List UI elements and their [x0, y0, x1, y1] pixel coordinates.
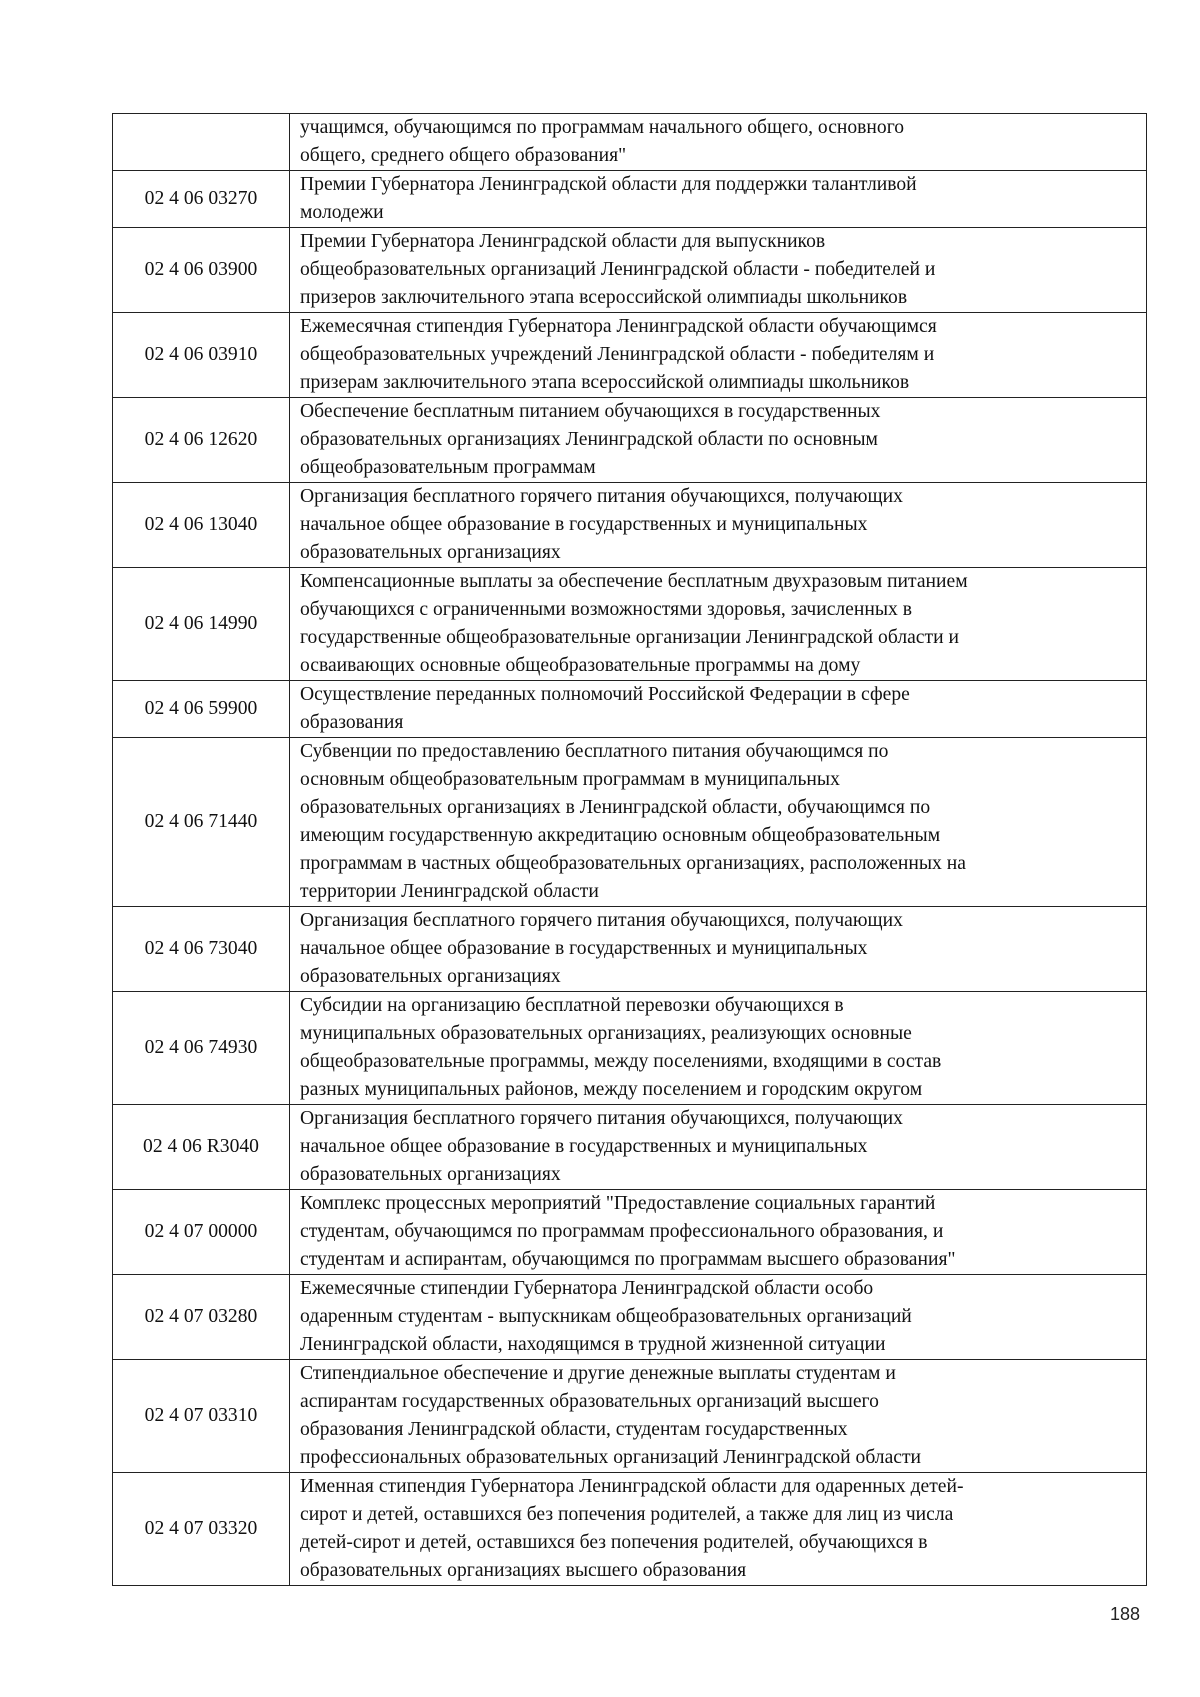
- code-cell: 02 4 06 59900: [113, 681, 290, 738]
- code-cell: 02 4 07 03320: [113, 1473, 290, 1586]
- table-row: [113, 114, 1147, 171]
- description-cell: [290, 738, 1147, 907]
- description-line: призеров заключительного этапа всероссийской олимпиады школьников: [300, 287, 908, 308]
- table-row: [113, 1105, 1147, 1190]
- description-line: общеобразовательных учреждений Ленинградской области - победителям и: [300, 344, 935, 365]
- table-row: [113, 681, 1147, 738]
- description-line: Субсидии на организацию бесплатной перевозки обучающихся в: [300, 995, 844, 1016]
- page-number: 188: [1110, 1604, 1141, 1624]
- table-row: [113, 171, 1147, 228]
- description-cell: [290, 483, 1147, 568]
- table-row: [113, 1190, 1147, 1275]
- description-line: молодежи: [300, 202, 384, 223]
- table-body: [113, 114, 1147, 1586]
- description-line: образовательных организациях Ленинградской области по основным: [300, 429, 878, 450]
- description-line: образовательных организациях: [300, 1164, 561, 1185]
- description-line: образовательных организациях: [300, 966, 561, 987]
- description-line: образовательных организациях: [300, 542, 561, 563]
- description-cell: [290, 313, 1147, 398]
- description-cell: [290, 171, 1147, 228]
- description-line: Организация бесплатного горячего питания обучающихся, получающих: [300, 910, 903, 931]
- description-line: осваивающих основные общеобразовательные программы на дому: [300, 655, 861, 676]
- code-cell: 02 4 06 R3040: [113, 1105, 290, 1190]
- description-line: образования: [300, 712, 404, 733]
- description-line: Организация бесплатного горячего питания обучающихся, получающих: [300, 486, 903, 507]
- description-line: Ленинградской области, находящимся в трудной жизненной ситуации: [300, 1334, 886, 1355]
- description-line: Организация бесплатного горячего питания обучающихся, получающих: [300, 1108, 903, 1129]
- description-line: Обеспечение бесплатным питанием обучающихся в государственных: [300, 401, 881, 422]
- table-row: [113, 313, 1147, 398]
- description-line: детей-сирот и детей, оставшихся без попечения родителей, обучающихся в: [300, 1532, 928, 1553]
- table-row: [113, 398, 1147, 483]
- description-line: Субвенции по предоставлению бесплатного питания обучающимся по: [300, 741, 889, 762]
- description-line: программам в частных общеобразовательных организациях, расположенных на: [300, 853, 966, 874]
- description-cell: [290, 228, 1147, 313]
- description-cell: [290, 568, 1147, 681]
- budget-classification-table: [112, 113, 1147, 1586]
- description-line: образования Ленинградской области, студентам государственных: [300, 1419, 848, 1440]
- code-cell: [113, 114, 290, 171]
- code-cell: 02 4 07 03280: [113, 1275, 290, 1360]
- description-line: разных муниципальных районов, между поселением и городским округом: [300, 1079, 923, 1100]
- table-row: [113, 568, 1147, 681]
- description-line: начальное общее образование в государственных и муниципальных: [300, 514, 868, 535]
- code-cell: 02 4 07 00000: [113, 1190, 290, 1275]
- description-line: общеобразовательные программы, между поселениями, входящими в состав: [300, 1051, 942, 1072]
- description-line: общеобразовательных организаций Ленинградской области - победителей и: [300, 259, 936, 280]
- table-row: [113, 907, 1147, 992]
- description-line: одаренным студентам - выпускникам общеобразовательных организаций: [300, 1306, 912, 1327]
- description-line: Премии Губернатора Ленинградской области для поддержки талантливой: [300, 174, 917, 195]
- description-line: аспирантам государственных образовательных организаций высшего: [300, 1391, 879, 1412]
- description-line: призерам заключительного этапа всероссийской олимпиады школьников: [300, 372, 910, 393]
- table-row: [113, 1275, 1147, 1360]
- description-line: основным общеобразовательным программам в муниципальных: [300, 769, 840, 790]
- table-row: [113, 1360, 1147, 1473]
- description-line: общеобразовательным программам: [300, 457, 596, 478]
- description-line: образовательных организациях высшего образования: [300, 1560, 747, 1581]
- description-line: муниципальных образовательных организациях, реализующих основные: [300, 1023, 912, 1044]
- description-line: территории Ленинградской области: [300, 881, 599, 902]
- description-line: образовательных организациях в Ленинградской области, обучающимся по: [300, 797, 931, 818]
- description-cell: [290, 992, 1147, 1105]
- table-row: [113, 228, 1147, 313]
- description-cell: [290, 1275, 1147, 1360]
- description-line: Премии Губернатора Ленинградской области для выпускников: [300, 231, 826, 252]
- description-line: Ежемесячная стипендия Губернатора Ленинградской области обучающимся: [300, 316, 937, 337]
- description-cell: [290, 114, 1147, 171]
- description-line: студентам, обучающимся по программам профессионального образования, и: [300, 1221, 944, 1242]
- code-cell: 02 4 06 71440: [113, 738, 290, 907]
- table-row: [113, 1473, 1147, 1586]
- description-line: Ежемесячные стипендии Губернатора Ленинградской области особо: [300, 1278, 874, 1299]
- description-cell: [290, 1105, 1147, 1190]
- description-line: сирот и детей, оставшихся без попечения родителей, а также для лиц из числа: [300, 1504, 954, 1525]
- description-line: имеющим государственную аккредитацию основным общеобразовательным: [300, 825, 941, 846]
- description-line: начальное общее образование в государственных и муниципальных: [300, 1136, 868, 1157]
- description-line: Стипендиальное обеспечение и другие денежные выплаты студентам и: [300, 1363, 896, 1384]
- code-cell: 02 4 06 73040: [113, 907, 290, 992]
- description-line: Именная стипендия Губернатора Ленинградской области для одаренных детей-: [300, 1476, 964, 1497]
- table-row: [113, 738, 1147, 907]
- description-cell: [290, 1473, 1147, 1586]
- description-cell: [290, 1190, 1147, 1275]
- description-cell: [290, 1360, 1147, 1473]
- description-line: начальное общее образование в государственных и муниципальных: [300, 938, 868, 959]
- description-cell: [290, 907, 1147, 992]
- description-line: обучающихся с ограниченными возможностями здоровья, зачисленных в: [300, 599, 912, 620]
- description-line: Компенсационные выплаты за обеспечение бесплатным двухразовым питанием: [300, 571, 968, 592]
- description-cell: [290, 398, 1147, 483]
- code-cell: 02 4 06 12620: [113, 398, 290, 483]
- code-cell: 02 4 06 74930: [113, 992, 290, 1105]
- description-line: общего, среднего общего образования": [300, 145, 627, 166]
- table-row: [113, 992, 1147, 1105]
- code-cell: 02 4 06 03900: [113, 228, 290, 313]
- code-cell: 02 4 06 14990: [113, 568, 290, 681]
- description-line: учащимся, обучающимся по программам начального общего, основного: [300, 117, 905, 138]
- description-line: профессиональных образовательных организаций Ленинградской области: [300, 1447, 922, 1468]
- code-cell: 02 4 06 13040: [113, 483, 290, 568]
- code-cell: 02 4 07 03310: [113, 1360, 290, 1473]
- description-line: Осуществление переданных полномочий Российской Федерации в сфере: [300, 684, 910, 705]
- code-cell: 02 4 06 03270: [113, 171, 290, 228]
- description-line: Комплекс процессных мероприятий "Предоставление социальных гарантий: [300, 1193, 936, 1214]
- code-cell: 02 4 06 03910: [113, 313, 290, 398]
- description-line: студентам и аспирантам, обучающимся по программам высшего образования": [300, 1249, 956, 1270]
- table-row: [113, 483, 1147, 568]
- description-cell: [290, 681, 1147, 738]
- description-line: государственные общеобразовательные организации Ленинградской области и: [300, 627, 959, 648]
